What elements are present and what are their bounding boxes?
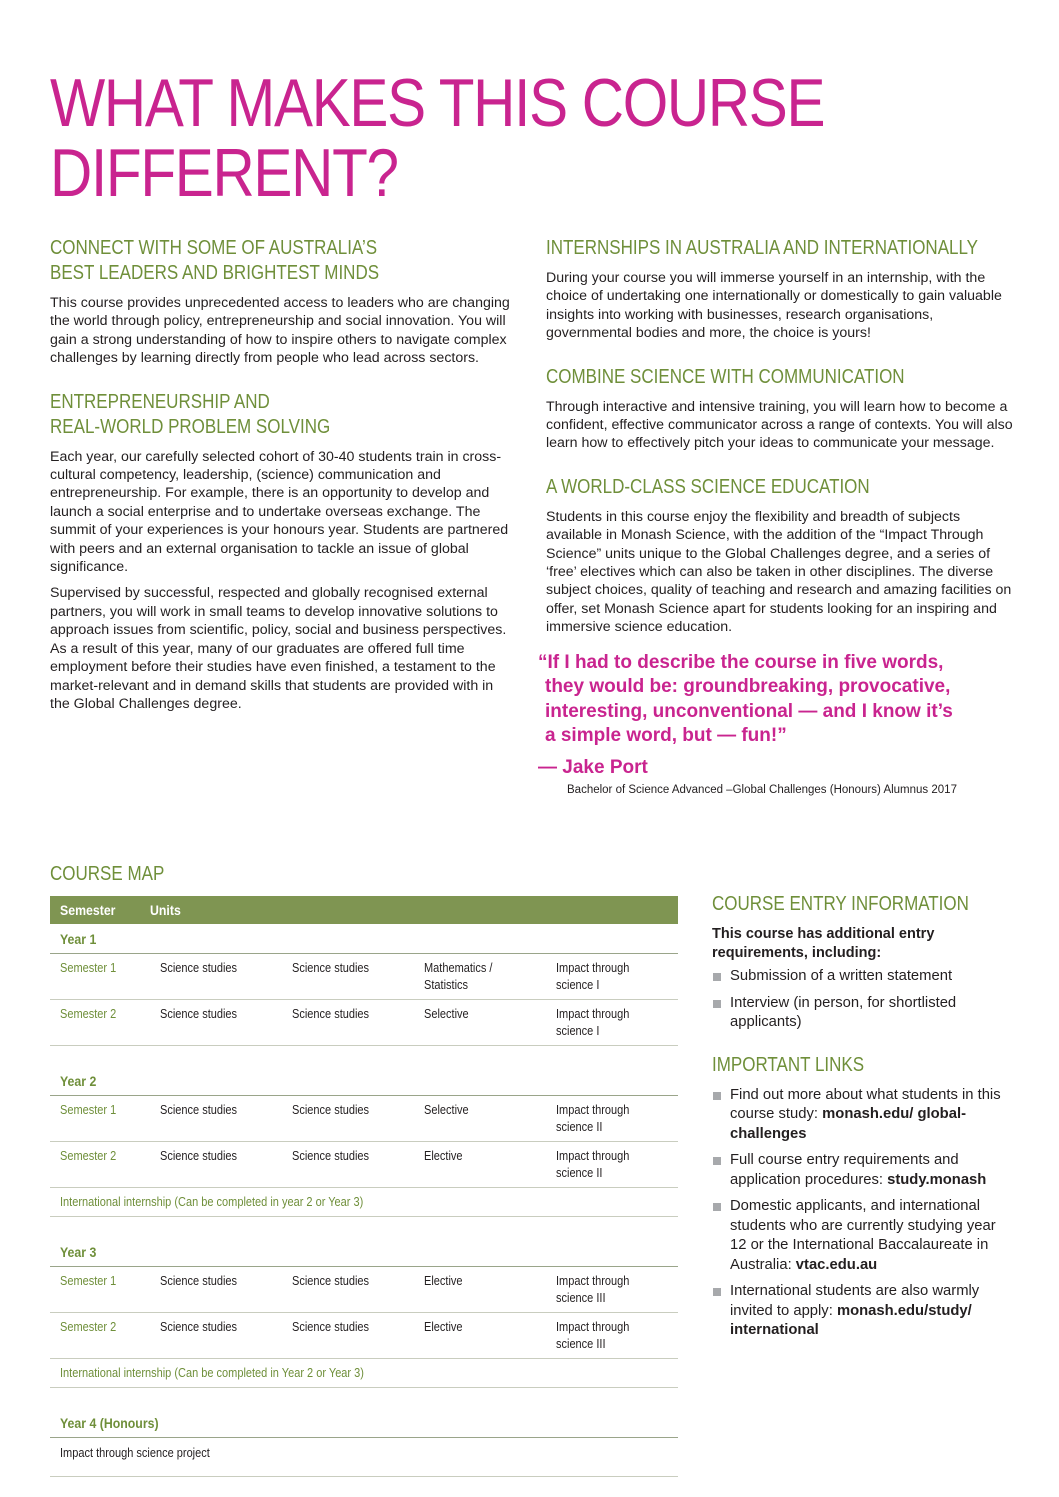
quote-line: they would be: groundbreaking, provocative,: [545, 676, 951, 698]
section-science-education: [546, 475, 1016, 637]
honours-project: [50, 1438, 678, 1477]
cell-text: Selective: [424, 1007, 469, 1021]
heading-line: BEST LEADERS AND BRIGHTEST MINDS: [50, 262, 380, 284]
page-title-line-2: DIFFERENT?: [50, 135, 398, 211]
cell-text: Impact through science II: [556, 1149, 630, 1180]
semester-cell: [50, 960, 160, 993]
cell-text: Semester 2: [60, 1320, 117, 1334]
table-row: [50, 1000, 678, 1046]
cell-text: Impact through science II: [556, 1103, 630, 1134]
unit-cell: [556, 960, 678, 993]
left-column: [50, 236, 510, 735]
link-study-monash[interactable]: study.monash: [887, 1171, 987, 1188]
unit-cell: [424, 1148, 556, 1181]
cell-text: Semester 2: [60, 1149, 117, 1163]
heading-line: ENTREPRENEURSHIP AND: [50, 390, 270, 413]
cell-text: Science studies: [292, 961, 370, 975]
cell-text: Semester 2: [60, 1007, 117, 1021]
section-leaders: [50, 236, 510, 368]
heading-line: CONNECT WITH SOME OF AUSTRALIA’S: [50, 237, 378, 259]
unit-cell: [556, 1148, 678, 1181]
cell-text: Science studies: [292, 1149, 370, 1163]
unit-cell: [292, 1319, 424, 1352]
year-label: [50, 1066, 678, 1096]
quote-line: “If I had to describe the course in five words,: [538, 651, 944, 673]
unit-cell: [424, 1319, 556, 1352]
cell-text: Semester 1: [60, 961, 117, 975]
course-map-title: COURSE MAP: [50, 863, 165, 885]
cell-text: Impact through science I: [556, 961, 630, 992]
important-links-list: [712, 1086, 1012, 1341]
list-item: [712, 1151, 1012, 1190]
cell-text: Elective: [424, 1274, 463, 1288]
cell-text: Science studies: [292, 1274, 370, 1288]
year-label: [50, 1237, 678, 1267]
list-item: [712, 1086, 1012, 1145]
list-item: [712, 1197, 1012, 1275]
quote-line: a simple word, but — fun!”: [545, 725, 787, 747]
link-vtac[interactable]: vtac.edu.au: [795, 1256, 878, 1273]
section-communication-text: Through interactive and intensive training, you will learn how to become a confident, effective communicator across a range of contexts. You will also learn how to effectively pitch your ideas to communicate your message.: [546, 398, 1013, 452]
sidebar-info: [712, 892, 1012, 1361]
year-label-text: Year 4 (Honours): [60, 1415, 159, 1431]
page-title: [50, 65, 876, 211]
unit-cell: [424, 1273, 556, 1306]
table-row: [50, 1096, 678, 1142]
section-communication: [546, 365, 1016, 453]
unit-cell: [160, 1273, 292, 1306]
section-internships-heading: INTERNSHIPS IN AUSTRALIA AND INTERNATIONALLY: [546, 237, 979, 259]
note-text: International internship (Can be completed in year 2 or Year 3): [60, 1195, 364, 1209]
unit-cell: [160, 1319, 292, 1352]
cell-text: Science studies: [160, 1007, 238, 1021]
table-row: [50, 954, 678, 1000]
section-entrepreneurship-text-1: Each year, our carefully selected cohort of 30-40 students train in cross-cultural competency, leadership, (science) communication and entrepreneurship. For example, there is an opportunity to develop and launch a social enterprise and to undertake overseas exchange. The summit of your experiences is your honours year. Students are partnered with peers and an external organisation to tackle an issue of global significance.: [50, 448, 509, 576]
table-row: [50, 1313, 678, 1359]
cell-text: Mathematics / Statistics: [424, 961, 493, 992]
cell-text: Science studies: [160, 1103, 238, 1117]
unit-cell: [292, 960, 424, 993]
header-label: Units: [150, 902, 181, 918]
unit-cell: [160, 1148, 292, 1181]
section-internships-text: During your course you will immerse yourself in an internship, with the choice of undertaking one internationally or domestically to gain valuable insights into working with businesses, research organisations, governmental bodies and more, the choice is yours!: [546, 270, 1002, 342]
section-entrepreneurship-heading: [50, 390, 511, 440]
link-description: Find out more about what students in this course study:: [730, 1086, 1001, 1122]
unit-cell: [292, 1148, 424, 1181]
entry-requirements-list: [712, 967, 1012, 1033]
course-map: [50, 862, 678, 1477]
semester-cell: [50, 1319, 160, 1352]
unit-cell: [556, 1319, 678, 1352]
unit-cell: [424, 1102, 556, 1135]
semester-cell: [50, 1102, 160, 1135]
table-row: [50, 1267, 678, 1313]
quote-line: interesting, unconventional — and I know it’s: [545, 700, 953, 722]
header-semester: [50, 902, 150, 918]
cell-text: Science studies: [160, 1149, 238, 1163]
year-label: [50, 1408, 678, 1438]
section-communication-heading: COMBINE SCIENCE WITH COMMUNICATION: [546, 365, 905, 388]
cell-text: Semester 1: [60, 1274, 117, 1288]
semester-cell: [50, 1148, 160, 1181]
section-science-education-text: Students in this course enjoy the flexibility and breadth of subjects available in Monash Science, with the addition of the “Impact Through Science” units unique to the Global Challenges degree, and a series of ‘free’ electives which can also be taken in other disciplines. The diverse subject choices, quality of teaching and research and amazing facilities on offer, set Monash Science apart for students looking for an inspiring and immersive science education.: [546, 508, 1012, 636]
cell-text: Science studies: [292, 1103, 370, 1117]
unit-cell: [292, 1102, 424, 1135]
section-leaders-text: This course provides unprecedented access to leaders who are changing the world through policy, entrepreneurship and social innovation. You will gain a strong understanding of how to inspire others to navigate complex challenges by learning directly from people who lead across sectors.: [50, 295, 510, 367]
unit-cell: [556, 1102, 678, 1135]
section-internships: [546, 236, 1016, 343]
internship-note: [50, 1188, 678, 1217]
important-links-heading: IMPORTANT LINKS: [712, 1053, 865, 1076]
testimonial-quote: [538, 651, 1016, 749]
section-leaders-heading: [50, 236, 511, 286]
link-description: Full course entry requirements and application procedures:: [730, 1152, 959, 1188]
year-label-text: Year 3: [60, 1244, 97, 1260]
list-item: Submission of a written statement: [712, 967, 1012, 987]
year-label: [50, 924, 678, 954]
year-label-text: Year 2: [60, 1073, 97, 1089]
link-description: Domestic applicants, and international students who are currently studying year 12 or the International Baccalaureate in Australia:: [730, 1198, 996, 1273]
unit-cell: [556, 1273, 678, 1306]
cell-text: Impact through science I: [556, 1007, 630, 1038]
cell-text: Science studies: [160, 1274, 238, 1288]
internship-note: [50, 1359, 678, 1388]
cell-text: Elective: [424, 1149, 463, 1163]
cell-text: Elective: [424, 1320, 463, 1334]
quote-author-role: Bachelor of Science Advanced –Global Challenges (Honours) Alumnus 2017: [567, 783, 957, 796]
semester-cell: [50, 1273, 160, 1306]
unit-cell: [424, 960, 556, 993]
semester-cell: [50, 1006, 160, 1039]
course-map-header: [50, 896, 678, 924]
cell-text: Science studies: [160, 961, 238, 975]
heading-line: REAL-WORLD PROBLEM SOLVING: [50, 415, 331, 438]
quote-author: — Jake Port: [538, 756, 648, 778]
header-units: [150, 902, 185, 918]
entry-info-heading: COURSE ENTRY INFORMATION: [712, 893, 969, 915]
cell-text: Science studies: [292, 1320, 370, 1334]
page-title-line-1: WHAT MAKES THIS COURSE: [50, 65, 825, 141]
link-monash-global-challenges[interactable]: monash.edu/ global-challenges: [730, 1106, 966, 1142]
section-science-education-heading: A WORLD-CLASS SCIENCE EDUCATION: [546, 475, 870, 498]
cell-text: Science studies: [160, 1320, 238, 1334]
note-text: International internship (Can be completed in Year 2 or Year 3): [60, 1366, 364, 1380]
unit-cell: [292, 1006, 424, 1039]
unit-cell: [556, 1006, 678, 1039]
cell-text: Science studies: [292, 1007, 370, 1021]
header-label: Semester: [60, 902, 116, 918]
year-label-text: Year 1: [60, 931, 97, 947]
cell-text: Impact through science III: [556, 1320, 630, 1351]
unit-cell: [160, 1006, 292, 1039]
unit-cell: [160, 960, 292, 993]
spacer: [50, 1388, 678, 1408]
entry-info-lead: This course has additional entry requirements, including:: [712, 926, 935, 961]
cell-text: Impact through science project: [60, 1446, 210, 1460]
link-monash-international[interactable]: monash.edu/study/ international: [730, 1302, 972, 1338]
section-entrepreneurship-text-2: Supervised by successful, respected and globally recognised external partners, you will work in small teams to develop innovative solutions to approach issues from scientific, policy, social and business perspectives. As a result of this year, many of our graduates are offered full time employment before their studies have even finished, a testament to the market-relevant and in demand skills that students are provided with in the Global Challenges degree.: [50, 585, 507, 712]
unit-cell: [160, 1102, 292, 1135]
unit-cell: [424, 1006, 556, 1039]
section-entrepreneurship: [50, 390, 510, 714]
right-column: [538, 236, 1016, 796]
cell-text: Selective: [424, 1103, 469, 1117]
spacer: [50, 1046, 678, 1066]
table-row: [50, 1142, 678, 1188]
spacer: [50, 1217, 678, 1237]
cell-text: Semester 1: [60, 1103, 117, 1117]
cell-text: Impact through science III: [556, 1274, 630, 1305]
list-item: [712, 1282, 1012, 1341]
unit-cell: [292, 1273, 424, 1306]
list-item: Interview (in person, for shortlisted applicants): [712, 994, 1012, 1033]
link-description: International students are also warmly invited to apply:: [730, 1283, 980, 1319]
